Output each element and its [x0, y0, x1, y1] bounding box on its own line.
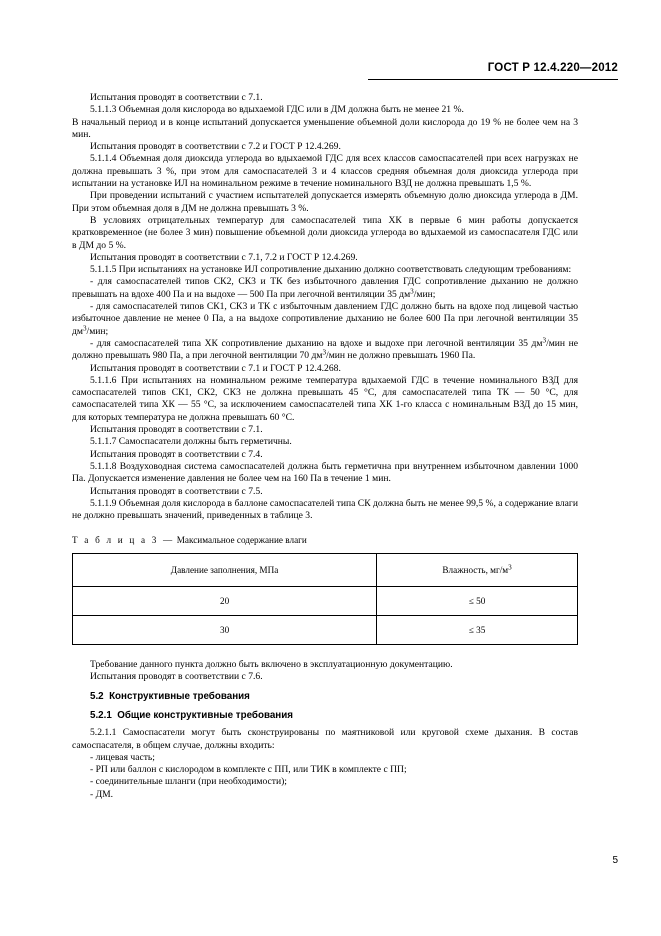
table-cell: ≤ 35 [377, 615, 578, 644]
paragraph: В условиях отрицательных температур для самоспасателей типа ХК в первые 6 мин работы допускается кратковременное (не более 3 мин) повышение объемной доли диоксида углерода во вдыхаемой из самоспасателя ГДС или в ДМ до 5 %. [72, 214, 578, 251]
list-item: - лицевая часть; [90, 751, 155, 763]
paragraph: 5.1.1.6 При испытаниях на номинальном режиме температура вдыхаемой ГДС в течение номинального ВЗД для самоспасателей типов СК1, СК2, СК3 не должна превышать 45 °С, для самоспасателей типа ТК — 50 °С, для самоспасателей типа ХК — 55 °С, за исключением самоспасателей типа ХК 1-го класса с номинальным ВЗД до 15 мин, для которых температура не должна превышать 60 °С. [72, 374, 578, 423]
table-header-row [73, 553, 578, 586]
table-cell: 20 [73, 586, 377, 615]
section-title: Конструктивные требования [109, 691, 250, 703]
paragraph: 5.2.1.1 Самоспасатели могут быть сконструированы по маятниковой или круговой схеме дыхания. В состав самоспасателя, в общем случае, должны входить: [72, 727, 578, 751]
subsection-number: 5.2.1 [90, 710, 112, 722]
paragraph: Испытания проводят в соответствии с 7.2 и ГОСТ Р 12.4.269. [90, 141, 341, 153]
paragraph: 5.1.1.4 Объемная доля диоксида углерода во вдыхаемой ГДС для всех классов самоспасателей при всех нагрузках не должна превышать 3 %, при этом для самоспасателей 3 и 4 классов средняя объемная доля диоксида углерода при испытании на установке ИЛ на номинальном режиме в течение номинального ВЗД не должна превышать 1,5 %. [72, 153, 578, 190]
paragraph: Испытания проводят в соответствии с 7.1. [90, 92, 263, 103]
section-heading-5-2-1 [72, 710, 578, 721]
paragraph: Испытания проводят в соответствии с 7.1. [90, 424, 263, 436]
paragraph: 5.1.1.9 Объемная доля кислорода в баллоне самоспасателей типа СК должна быть не менее 99,5 %, а содержание влаги не должно превышать значений, приведенных в таблице 3. [72, 497, 578, 522]
paragraph: Испытания проводят в соответствии с 7.6. [90, 670, 263, 682]
moisture-table [72, 553, 578, 645]
paragraph: - для самоспасателей типов СК1, СК3 и ТК с избыточным давлением ГДС должно быть на вдохе под лицевой частью избыточное давление не менее 0 Па, а на выдохе сопротивление дыханию не более 600 Па при легочной вентиляции 35 $дм^3$/мин; [72, 301, 578, 337]
table-caption-text: Максимальное содержание влаги [176, 535, 307, 546]
document-body [72, 92, 578, 801]
subsection-title: Общие конструктивные требования [117, 710, 293, 722]
list-item: - ДМ. [90, 788, 114, 800]
table-caption-label: Т а б л и ц а 3 — [72, 535, 175, 546]
paragraph: При проведении испытаний с участием испытателей допускается измерять объемную долю диоксида углерода в ДМ. При этом объемная доля в ДМ не должна превышать 3 %. [72, 190, 578, 214]
section-heading-5-2 [72, 691, 578, 702]
paragraph: 5.1.1.5 При испытаниях на установке ИЛ сопротивление дыханию должно соответствовать следующим требованиям: [90, 264, 572, 276]
table-row [73, 586, 578, 615]
table-cell: 30 [73, 615, 377, 644]
paragraph: В начальный период и в конце испытаний допускается уменьшение объемной доли кислорода до 19 % не более чем на 3 мин. [72, 116, 578, 140]
paragraph: 5.1.1.7 Самоспасатели должны быть герметичны. [90, 436, 292, 448]
paragraph: Испытания проводят в соответствии с 7.4. [90, 448, 263, 460]
list-item: - соединительные шланги (при необходимости); [90, 776, 287, 788]
paragraph: 5.1.1.8 Воздуховодная система самоспасателей должна быть герметична при внутреннем избыточном давлении 1000 Па. Допускается изменение давления не более чем на 160 Па в течение 1 мин. [72, 460, 578, 485]
table-header-cell: Давление заполнения, МПа [73, 553, 377, 586]
paragraph: Испытания проводят в соответствии с 7.1 и ГОСТ Р 12.4.268. [90, 362, 341, 374]
table-header-cell: Влажность, $мг/м^3$ [377, 553, 578, 586]
paragraph: Испытания проводят в соответствии с 7.5. [90, 485, 263, 497]
table-cell: ≤ 50 [377, 586, 578, 615]
paragraph: Испытания проводят в соответствии с 7.1, 7.2 и ГОСТ Р 12.4.269. [90, 251, 358, 263]
page-number: 5 [612, 855, 618, 866]
page-header-standard-title: ГОСТ Р 12.4.220—2012 [487, 62, 618, 74]
section-number: 5.2 [90, 691, 104, 703]
paragraph: 5.1.1.3 Объемная доля кислорода во вдыхаемой ГДС или в ДМ должна быть не менее 21 %. [90, 104, 464, 116]
paragraph: Требование данного пункта должно быть включено в эксплуатационную документацию. [90, 658, 453, 670]
spacer [72, 645, 578, 659]
table-caption [72, 534, 578, 546]
paragraph: - для самоспасателей типа ХК сопротивление дыханию на вдохе и выдохе при легочной вентиляции 35 $дм^3$/мин не должно превышать 980 Па, а при легочной вентиляции 70 $дм^3$/мин не должно превышать 1960 Па. [72, 336, 579, 362]
header-divider [368, 79, 618, 80]
paragraph: - для самоспасателей типов СК2, СК3 и ТК без избыточного давления ГДС сопротивление дыханию не должно превышать на вдохе 400 Па и на выдохе — 500 Па при легочной вентиляции 35 $дм^3$/мин; [72, 276, 578, 300]
list-item: - РП или баллон с кислородом в комплекте с ПП, или ТИК в комплекте с ПП; [90, 764, 407, 776]
table-row [73, 615, 578, 644]
